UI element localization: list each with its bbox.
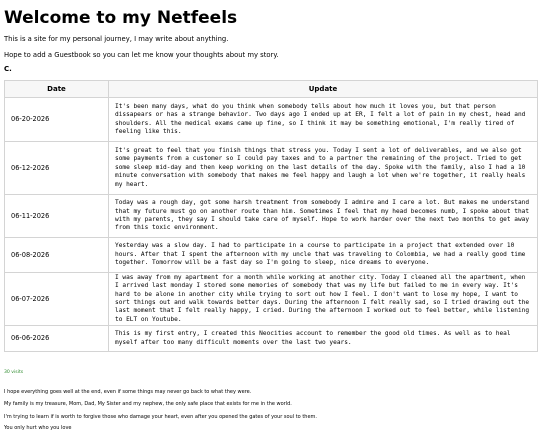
table-row [5, 273, 538, 326]
table-row [5, 326, 538, 352]
quote-line: You only hurt who you love [4, 425, 72, 431]
author-signature: C. [4, 65, 12, 73]
page-title: Welcome to my Netfeels [4, 8, 238, 28]
table-row [5, 142, 538, 195]
entry-text: It's been many days, what do you think when somebody tells about how much it loves you, but that person dissapears or has a strange behavior. Two days ago I ended up at ER, I felt a lot of pain in my chest, head and shoulders. All the medical exams came up fine, so I think it may be something emotional, I'm really tired of feeling like this. [109, 98, 538, 142]
entry-text: Yesterday was a slow day. I had to participate in a course to participate in a project that extended over 10 hours. After that I spent the afternoon with my uncle that was traveling to Colombia, we had a really good time together. Tomorrow will be a fast day so I'm going to sleep, nice dreams to everyone. [109, 238, 538, 273]
entry-date: 06-06-2026 [5, 326, 109, 352]
table-row [5, 238, 538, 273]
table-header-row [5, 81, 538, 98]
table-row [5, 98, 538, 142]
entry-text: This is my first entry, I created this Neocities account to remember the good old times. As well as to heal myself after too many difficult moments over the last two years. [109, 326, 538, 352]
entry-date: 06-08-2026 [5, 238, 109, 273]
entry-date: 06-12-2026 [5, 142, 109, 195]
visit-counter: 30 visits [4, 370, 24, 375]
entry-date: 06-20-2026 [5, 98, 109, 142]
updates-table [4, 80, 538, 352]
entry-text: Today was a rough day, got some harsh treatment from somebody I admire and I care a lot. But makes me understand that my future must go on another route than him. Sometimes I feel that my head becomes numb, I spoke about that with my parents, they say I should take care of myself. Hope to work harder over the next two months to get away from this toxic environment. [109, 195, 538, 238]
page-content [4, 0, 537, 432]
quote-line: I hope everything goes well at the end, even if some things may never go back to what they were. [4, 389, 252, 395]
entry-date: 06-11-2026 [5, 195, 109, 238]
quote-line: My family is my treasure, Mom, Dad, My Sister and my nephew, the only safe place that exists for me in the world. [4, 401, 292, 407]
guestbook-note: Hope to add a Guestbook so you can let me know your thoughts about my story. [4, 51, 279, 59]
entry-text: It's great to feel that you finish things that stress you. Today I sent a lot of deliverables, and we also got some payments from a customer so I could pay taxes and to a partner the remaining of the project. Tried to get some sleep mid-day and then keep working on the last details of the day. Spoke with the family, also I had a 10 minute conversation with somebody that makes me feel happy and laugh a lot when we're together, it really heals my heart. [109, 142, 538, 195]
entry-date: 06-07-2026 [5, 273, 109, 326]
intro-text: This is a site for my personal journey, I may write about anything. [4, 35, 229, 43]
entry-text: I was away from my apartment for a month while working at another city. Today I cleaned all the apartment, when I arrived last monday I stored some memories of somebody that was my life but failed to me in every way. It's hard to be alone in another city while trying to sort out how I feel. I don't want to lose my hope, I want to sort things out and walk towards better days. During the afternoon I felt really sad, so I tried drawing out the last moment that I felt really happy, I cried. During the afternoon I worked out to feel better, while listening to ELT on Youtube. [109, 273, 538, 326]
quote-line: I'm trying to learn if is worth to forgive those who damage your heart, even after you opened the gates of your soul to them. [4, 414, 317, 420]
update-column-header: Update [109, 81, 538, 98]
date-column-header: Date [5, 81, 109, 98]
table-row [5, 195, 538, 238]
